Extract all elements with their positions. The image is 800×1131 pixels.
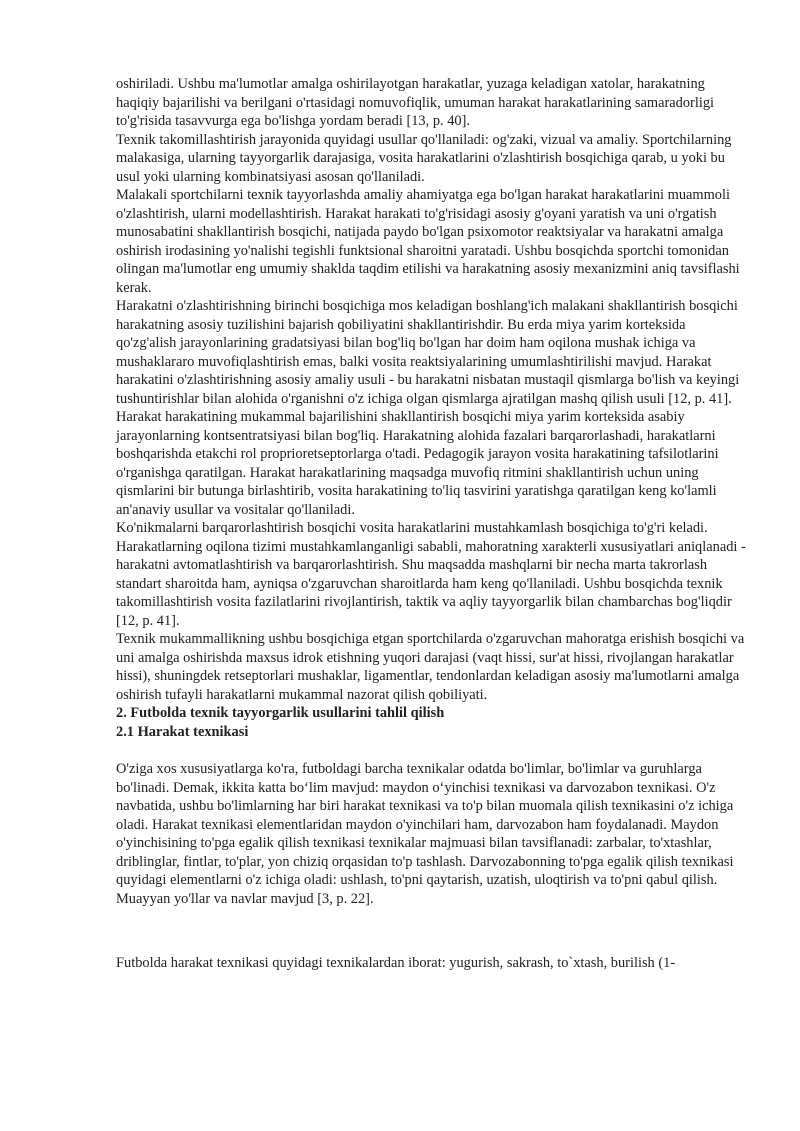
- paragraph: Harakatni o'zlashtirishning birinchi bosqichiga mos keladigan boshlang'ich malakani shakllantirish bosqichi harakatning asosiy tuzilishini bajarish qobiliyatini shakllantirishdir. Bu erda miya yarim korteksida qo'zg'alish jarayonlarining gradatsiyasi bilan bog'liq bo'lgan har doim ham oqilona mushak ichiga va mushaklararo muvofiqlashtirish emas, balki vosita reaktsiyalarining umumlashtirilishi mavjud. Harakat harakatini o'zlashtirishning asosiy amaliy usuli - bu harakatni nisbatan mustaqil qismlarga bo'lish va keyingi tushuntirishlar bilan alohida o'rganishni o'z ichiga olgan qismlarga ajratilgan mashq qilish usuli [12, p. 41].: [116, 298, 740, 407]
- paragraph: Texnik takomillashtirish jarayonida quyidagi usullar qo'llaniladi: og'zaki, vizual va amaliy. Sportchilarning malakasiga, ularning tayyorgarlik darajasiga, vosita harakatlarini o'zlashtirish bosqichiga qarab, u yoki bu usul yoki ularning kombinatsiyasi asosan qo'llaniladi.: [116, 131, 732, 185]
- paragraph: oshiriladi. Ushbu ma'lumotlar amalga oshirilayotgan harakatlar, yuzaga keladigan xatolar, harakatning haqiqiy bajarilishi va berilgani o'rtasidagi nomuvofiqlik, umuman harakat harakatlarining samaradorligi to'g'risida tasavvurga ega bo'lishga yordam beradi [13, p. 40].: [116, 76, 715, 129]
- paragraph: Futbolda harakat texnikasi quyidagi texnikalardan iborat: yugurish, sakrash, to`xtash, burilish (1-: [116, 955, 676, 971]
- section-heading: 2. Futbolda texnik tayyorgarlik usullarini tahlil qilish: [116, 705, 445, 721]
- spacer: [116, 741, 746, 760]
- paragraph: Texnik mukammallikning ushbu bosqichiga etgan sportchilarda o'zgaruvchan mahoratga erishish bosqichi va uni amalga oshirishda maxsus idrok etishning yuqori darajasi (vaqt hissi, sur'at hissi, rivojlangan harakatlar hissi), shuningdek retseptorlari mushaklar, ligamentlar, tendonlardan keladigan asosiy ma'lumotlarni amalga oshirish tufayli harakatlarni mukammal nazorat qilish qobiliyati.: [116, 631, 745, 703]
- paragraph: Malakali sportchilarni texnik tayyorlashda amaliy ahamiyatga ega bo'lgan harakat harakatlarini muammoli o'zlashtirish, ularni modellashtirish. Harakat harakati to'g'risidagi asosiy g'oyani yaratish va uni o'rgatish munosabatini shakllantirish bosqichi, natijada paydo bo'lgan psixomotor reaktsiyalar va harakatni amalga oshirish irodasining yo'nalishi tegishli funktsional sharoitni yaratadi. Ushbu bosqichda sportchi tomonidan olingan ma'lumotlar eng umumiy shaklda taqdim etilishi va harakatning asosiy mexanizmini aniq tavsiflashi kerak.: [116, 187, 740, 296]
- paragraph: Ko'nikmalarni barqarorlashtirish bosqichi vosita harakatlarini mustahkamlash bosqichiga to'g'ri keladi. Harakatlarning oqilona tizimi mustahkamlanganligi sababli, mahoratning xarakterli xususiyatlari aniqlanadi - harakatni avtomatlashtirish va barqarorlashtirish. Shu maqsadda mashqlarni bir necha marta takrorlash standart sharoitda ham, ayniqsa o'zgaruvchan sharoitlarda ham keng qo'llaniladi. Ushbu bosqichda texnik takomillashtirish vosita fazilatlarini rivojlantirish, taktik va aqliy tayyorgarlik bilan chambarchas bog'liqdir [12, p. 41].: [116, 520, 746, 629]
- subsection-heading: 2.1 Harakat texnikasi: [116, 723, 249, 740]
- paragraph: O'ziga xos xususiyatlarga ko'ra, futboldagi barcha texnikalar odatda bo'limlar, bo'limlar va guruhlarga bo'linadi. Demak, ikkita katta bo‘lim mavjud: maydon o‘yinchisi texnikasi va darvozabon texnikasi. O'z navbatida, ushbu bo'limlarning har biri harakat texnikasi va to'p bilan muomala qilish texnikasini o'z ichiga oladi. Harakat texnikasi elementlaridan maydon o'yinchilari ham, darvozabon ham foydalanadi. Maydon o'yinchisining to'pga egalik qilish texnikasi texnikalar majmuasi bilan tavsiflanadi: zarbalar, to'xtashlar, driblinglar, fintlar, to'plar, yon chiziq orqasidan to'p tashlash. Darvozabonning to'pga egalik qilish texnikasi quyidagi elementlarni o'z ichiga oladi: ushlash, to'pni qaytarish, uzatish, uloqtirish va to'pni qabul qilish. Muayyan yo'llar va navlar mavjud [3, p. 22].: [116, 761, 734, 907]
- spacer: [116, 908, 746, 954]
- paragraph: Harakat harakatining mukammal bajarilishini shakllantirish bosqichi miya yarim korteksida asabiy jarayonlarning kontsentratsiyasi bilan bog'liq. Harakatning alohida fazalari barqarorlashadi, harakatlarni boshqarishda etakchi rol proprioretseptorlarga o'tadi. Pedagogik jarayon vosita harakatining tafsilotlarini o'rganishga qaratilgan. Harakat harakatlarining maqsadga muvofiq ritmini shakllantirish uchun uning qismlarini bir butunga birlashtirib, vosita harakatining to'liq tasvirini yaratishga qaratilgan keng ko'lamli an'anaviy usullar va vositalar qo'llaniladi.: [116, 409, 719, 518]
- document-page: [116, 75, 746, 973]
